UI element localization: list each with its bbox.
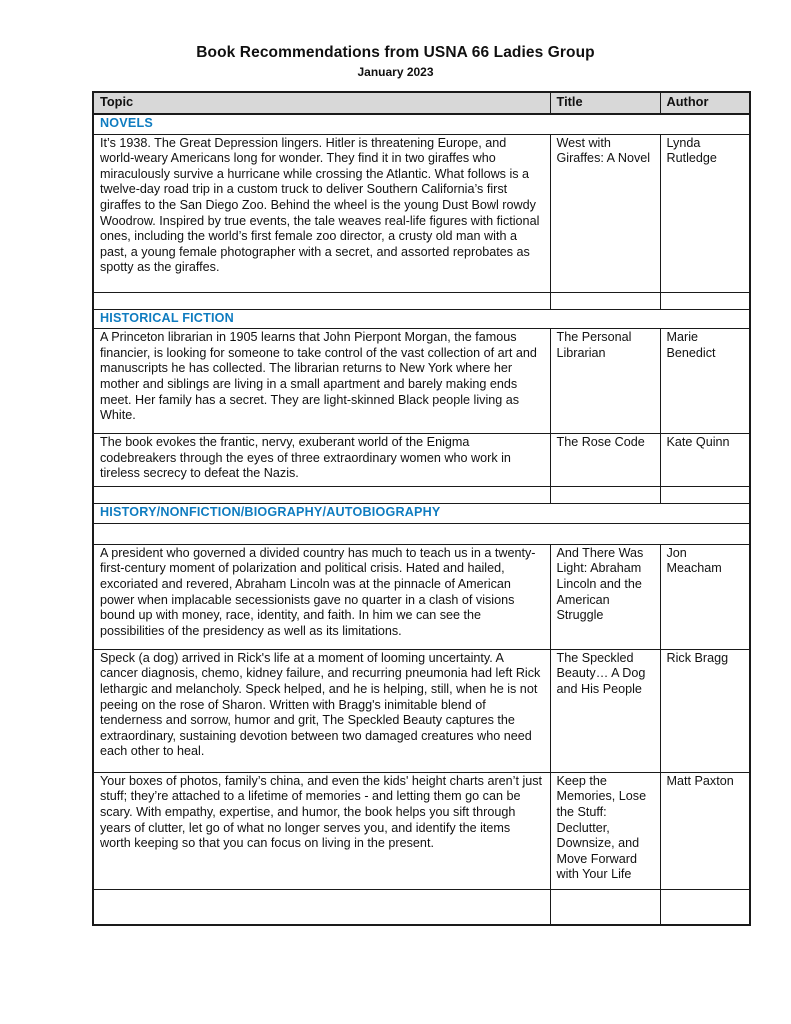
section-row-history-nonfiction (93, 504, 750, 524)
topic-cell: Your boxes of photos, family’s china, and even the kids' height charts aren’t just stuff; they’re attached to a lifetime of memories - and letting them go can be scary. With empathy, expertise, and humor, the book helps you sift through years of clutter, let go of what no longer serves you, and identify the items worth keeping so that you can focus on living in the present. (93, 772, 550, 889)
table-header-row (93, 92, 750, 114)
section-row-novels (93, 114, 750, 134)
title-cell: The Rose Code (550, 434, 660, 487)
table-row (93, 649, 750, 772)
topic-cell: Speck (a dog) arrived in Rick's life at a moment of looming uncertainty. A cancer diagnosis, chemo, kidney failure, and recurring pneumonia had left Rick lethargic and melancholy. Speck helped, and he is helping, still, when he is not peeing on the rose of Sharon. Written with Bragg's inimitable blend of tenderness and sorrow, humor and grit, The Speckled Beauty captures the extraordinary, sustaining devotion between two damaged creatures who need each other to heal. (93, 649, 550, 772)
page-title: Book Recommendations from USNA 66 Ladies Group (196, 44, 595, 61)
empty-title-cell (550, 889, 660, 925)
empty-author-cell (660, 487, 750, 504)
title-cell: The Speckled Beauty… A Dog and His People (550, 649, 660, 772)
empty-topic-cell (93, 889, 550, 925)
book-recommendations-table (92, 91, 751, 926)
title-cell: And There Was Light: Abraham Lincoln and the American Struggle (550, 544, 660, 649)
table-row (93, 134, 750, 292)
title-cell: West with Giraffes: A Novel (550, 134, 660, 292)
section-row-historical-fiction (93, 309, 750, 329)
topic-cell: The book evokes the frantic, nervy, exuberant world of the Enigma codebreakers through the eyes of three extraordinary women who work in tireless secrecy to defeat the Nazis. (93, 434, 550, 487)
table-row (93, 544, 750, 649)
empty-title-cell (550, 292, 660, 309)
empty-author-cell (660, 889, 750, 925)
topic-cell: A president who governed a divided country has much to teach us in a twenty-first-century moment of polarization and political crisis. Hated and hailed, excoriated and revered, Abraham Lincoln was at the pinnacle of American power when implacable secessionists gave no quarter in a clash of visions bound up with money, race, identity, and faith. In him we can see the possibilities of the presidency as well as its limitations. (93, 544, 550, 649)
table-row (93, 772, 750, 889)
column-header-author: Author (660, 92, 750, 114)
topic-cell: It’s 1938. The Great Depression lingers. Hitler is threatening Europe, and world-weary Americans long for wonder. They find it in two giraffes who miraculously survive a hurricane while crossing the Atlantic. What follows is a twelve-day road trip in a custom truck to deliver Southern California’s first giraffes to the San Diego Zoo. Behind the wheel is the young Dust Bowl rowdy Woodrow. Inspired by true events, the tale weaves real-life figures with fictional ones, including the world’s first female zoo director, a crusty old man with a past, a young female photographer with a secret, and assorted reprobates as spotty as the giraffes. (93, 134, 550, 292)
empty-row (93, 889, 750, 925)
author-cell: Matt Paxton (660, 772, 750, 889)
title-cell: Keep the Memories, Lose the Stuff: Declutter, Downsize, and Move Forward with Your Life (550, 772, 660, 889)
empty-full-row (93, 523, 750, 544)
empty-title-cell (550, 487, 660, 504)
empty-row (93, 292, 750, 309)
page-subtitle: January 2023 (357, 65, 434, 79)
author-cell: Marie Benedict (660, 329, 750, 434)
section-header-novels: NOVELS (93, 114, 750, 134)
author-cell: Rick Bragg (660, 649, 750, 772)
empty-row (93, 487, 750, 504)
author-cell: Jon Meacham (660, 544, 750, 649)
empty-topic-cell (93, 292, 550, 309)
empty-topic-cell (93, 487, 550, 504)
empty-full-cell (93, 523, 750, 544)
empty-author-cell (660, 292, 750, 309)
column-header-title: Title (550, 92, 660, 114)
table-row (93, 434, 750, 487)
title-cell: The Personal Librarian (550, 329, 660, 434)
column-header-topic: Topic (93, 92, 550, 114)
section-header-historical-fiction: HISTORICAL FICTION (93, 309, 750, 329)
topic-cell: A Princeton librarian in 1905 learns that John Pierpont Morgan, the famous financier, is looking for someone to take control of the vast collection of art and manuscripts he has collected. The librarian returns to New York where her mother and siblings are living in a small apartment and barely making ends meet. Her family has a secret. They are light-skinned Black people living as White. (93, 329, 550, 434)
author-cell: Lynda Rutledge (660, 134, 750, 292)
table-row (93, 329, 750, 434)
section-header-history-nonfiction: HISTORY/NONFICTION/BIOGRAPHY/AUTOBIOGRAPHY (93, 504, 750, 524)
author-cell: Kate Quinn (660, 434, 750, 487)
